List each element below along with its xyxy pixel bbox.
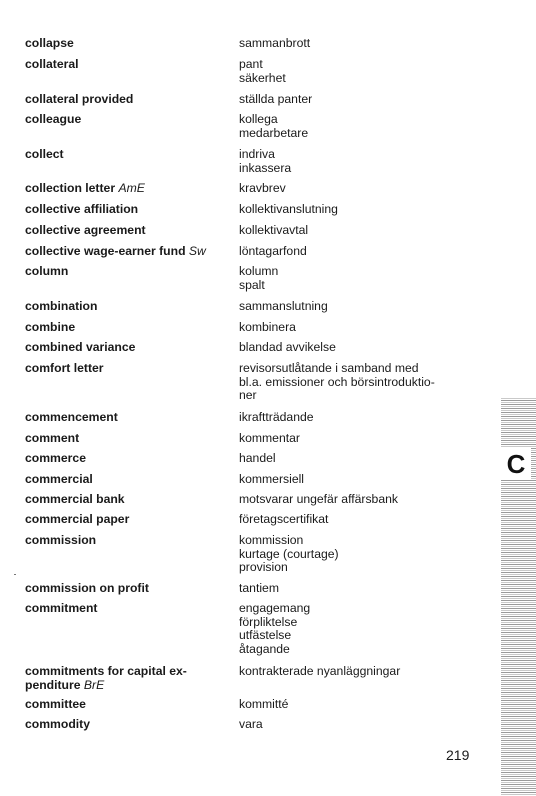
entry-translations: [239, 582, 489, 596]
entry-translations: [239, 473, 489, 487]
translation-line: ställda panter: [239, 92, 313, 106]
entry-term: [25, 300, 230, 314]
entry-term-text: collateral provided: [25, 92, 134, 106]
entry-term-text: comfort letter: [25, 361, 104, 375]
entry-term: [25, 432, 230, 446]
translation-line: motsvarar ungefär affärsbank: [239, 492, 398, 506]
translation-line: spalt: [239, 277, 265, 292]
entry-term: [25, 245, 230, 259]
translation-line: kurtage (courtage): [239, 546, 339, 561]
translation-line: sammanbrott: [239, 36, 311, 50]
entry-term-text: comment: [25, 431, 80, 445]
entry-term: [25, 665, 230, 692]
entry-term-text: colleague: [25, 112, 82, 126]
entry-term: [25, 493, 230, 507]
translation-line: åtagande: [239, 641, 290, 656]
entry-term: [25, 93, 230, 107]
translation-line: kombinera: [239, 320, 296, 334]
entry-translations: [239, 37, 489, 51]
entry-region-qualifier: Sw: [188, 244, 206, 258]
entry-term: [25, 698, 230, 712]
entry-term: [25, 513, 230, 527]
entry-term-text: collective agreement: [25, 223, 146, 237]
translation-line: engagemang: [239, 601, 311, 615]
translation-line: sammanslutning: [239, 299, 328, 313]
entry-translations: [239, 245, 489, 259]
entry-term: [25, 411, 230, 425]
entry-term-text: commission: [25, 533, 97, 547]
translation-line: bl.a. emissioner och börsintroduktio-: [239, 374, 435, 389]
entry-translations: [239, 432, 489, 446]
page-number: 219: [446, 747, 470, 763]
entry-translations: [239, 534, 489, 575]
entry-region-qualifier: BrE: [83, 677, 105, 692]
entry-translations: [239, 341, 489, 355]
thumb-index-letter: C: [501, 448, 531, 480]
entry-term: [25, 58, 230, 72]
entry-term: [25, 224, 230, 238]
entry-term: [25, 473, 230, 487]
entry-term-text: collect: [25, 147, 64, 161]
entry-translations: [239, 513, 489, 527]
entry-translations: [239, 493, 489, 507]
translation-line: vara: [239, 717, 263, 731]
entry-translations: [239, 224, 489, 238]
entry-term: [25, 534, 230, 548]
entry-term: [25, 182, 230, 196]
entry-translations: [239, 362, 489, 403]
entry-term-text: column: [25, 264, 69, 278]
entry-term-text: commitment: [25, 601, 98, 615]
entry-term: [25, 265, 230, 279]
entry-term-text: committee: [25, 697, 86, 711]
translation-line: pant: [239, 57, 263, 71]
entry-term-text: commercial bank: [25, 492, 125, 506]
translation-line: kravbrev: [239, 181, 286, 195]
translation-line: kollektivavtal: [239, 223, 309, 237]
translation-line: handel: [239, 451, 276, 465]
entry-term: [25, 452, 230, 466]
entry-translations: [239, 113, 489, 140]
entry-translations: [239, 300, 489, 314]
translation-line: kommersiell: [239, 472, 305, 486]
entry-term: [25, 113, 230, 127]
entry-term-text: collective affiliation: [25, 202, 139, 216]
entry-translations: [239, 665, 489, 679]
entry-term-text: commitments for capital ex-: [25, 664, 187, 678]
translation-line: kommentar: [239, 431, 300, 445]
entry-translations: [239, 58, 489, 85]
entry-term-text: collateral: [25, 57, 79, 71]
entry-translations: [239, 93, 489, 107]
translation-line: kollega: [239, 112, 278, 126]
translation-line: tantiem: [239, 581, 279, 595]
translation-line: kolumn: [239, 264, 279, 278]
translation-line: provision: [239, 560, 288, 575]
entry-term-text: commerce: [25, 451, 86, 465]
translation-line: förpliktelse: [239, 614, 298, 629]
translation-line: säkerhet: [239, 70, 286, 85]
entry-term-text: commodity: [25, 717, 91, 731]
entry-term-text: combination: [25, 299, 98, 313]
entry-term-text: commercial paper: [25, 512, 130, 526]
translation-line: inkassera: [239, 160, 292, 175]
translation-line: kommission: [239, 533, 304, 547]
translation-line: företagscertifikat: [239, 512, 329, 526]
entry-translations: [239, 698, 489, 712]
entry-term: [25, 203, 230, 217]
entry-term: [25, 582, 230, 596]
translation-line: ikraftträdande: [239, 410, 314, 424]
translation-line: kontrakterade nyanläggningar: [239, 664, 401, 678]
translation-line: medarbetare: [239, 125, 309, 140]
entry-term: [25, 718, 230, 732]
entry-term-continuation: penditure: [25, 677, 81, 692]
entry-term-text: combined variance: [25, 340, 136, 354]
entry-term-text: combine: [25, 320, 76, 334]
entry-translations: [239, 203, 489, 217]
translation-line: löntagarfond: [239, 244, 307, 258]
entry-term: [25, 341, 230, 355]
entry-translations: [239, 265, 489, 292]
entry-term: [25, 148, 230, 162]
entry-translations: [239, 148, 489, 175]
translation-line: utfästelse: [239, 628, 292, 643]
entry-term-text: commencement: [25, 410, 118, 424]
entry-term: [25, 362, 230, 376]
entry-translations: [239, 321, 489, 335]
translation-line: kollektivanslutning: [239, 202, 338, 216]
entry-translations: [239, 411, 489, 425]
entry-term-text: commission on profit: [25, 581, 149, 595]
entry-term-text: commercial: [25, 472, 93, 486]
entry-term-text: collapse: [25, 36, 74, 50]
print-speck: [14, 574, 16, 575]
translation-line: indriva: [239, 147, 275, 161]
entry-translations: [239, 182, 489, 196]
entry-translations: [239, 452, 489, 466]
translation-line: ner: [239, 388, 257, 403]
entry-term-text: collection letter: [25, 181, 116, 195]
entry-term: [25, 37, 230, 51]
translation-line: blandad avvikelse: [239, 340, 336, 354]
entry-term: [25, 321, 230, 335]
entry-term: [25, 602, 230, 616]
entry-term-text: collective wage-earner fund: [25, 244, 186, 258]
entry-translations: [239, 602, 489, 656]
translation-line: revisorsutlåtande i samband med: [239, 361, 419, 375]
entry-translations: [239, 718, 489, 732]
translation-line: kommitté: [239, 697, 289, 711]
entry-region-qualifier: AmE: [118, 181, 145, 195]
